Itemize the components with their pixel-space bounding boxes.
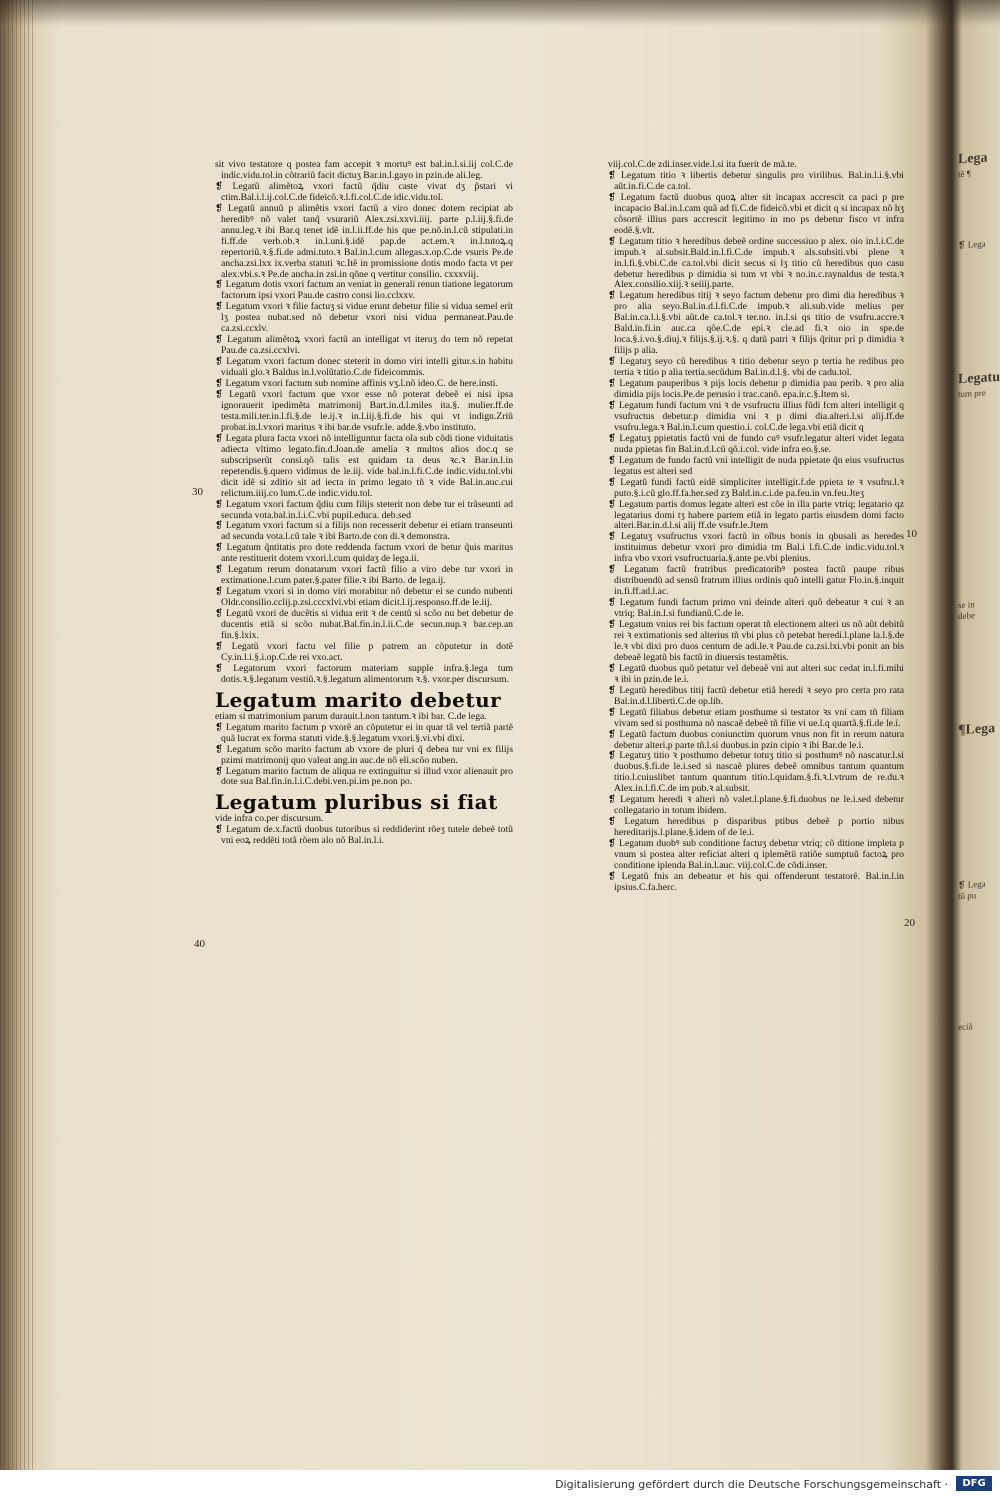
entry: ❡ Legatum heredibus p disparibus ptibus debeẽ p portio nibus hereditarijs.l.plane.§.idem of de le.i. xyxy=(608,816,904,839)
entry: ❡ Legatũ annuũ p alimẽtis vxori factũ a viro donec dotem recipiat ab heredibꝰ nõ valet tanq̃ vsurariũ Alex.zsi.xxvi.iiij. parte p.l.iij.§.fi.de annu.leg.ꝛ ibi Bar.q tenet idẽ in.l.ii.ff.de his que pe.nõ.in.l.cũ stipulati.in fi.ff.de verb.ob.ꝛ in.l.uni.§.idẽ pap.de act.em.ꝛ in.l.tutoꝝ.q repertoriũ.ꝛ.§.fi.de admi.tuto.ꝛ Bal.in.l.cum allegas.x.op.C.de vsuris Pe.de ancha.zsi.lxx ix.verba statuti ꝛc.Itẽ in promissione dotis modo facta vt per alex.vbi.s.ꝛ Pe.de ancha.in zsi.in qõne q vertitur consilio. cxxxviij. xyxy=(215,202,513,280)
facing-line: se in xyxy=(958,599,975,611)
entry: ❡ Legatũ vxori factu vel filie p patrem an cõputetur in dotẽ Cy.in.l.i.§.i.op.C.de rei vxo.act. xyxy=(215,640,513,663)
entry: ❡ Legatum vxori factum sub nomine affinis vʒ.l.nõ ideo.C. de here.insti. xyxy=(215,378,498,390)
entry: ❡ Legatum marito factum de aliqua re extinguitur si illud vxor alienauit pro dote sua Bal.fin.in.l.i.C.debi.ven.pi.im pe.non po. xyxy=(215,765,513,788)
entry: ❡ Legatum de.x.factũ duobus tutoribus si reddiderint rõeʒ tutele debeẽ totũ vni eoꝝ reddẽti totã rõem alo nõ Bal.in.l.i. xyxy=(215,824,513,847)
entry: ❡ Legatum titio ꝛ heredibus debeẽ ordine successiuo p alex. oio in.l.i.C.de impub.ꝛ al.subsit.Bald.in.l.fi.C.de impub.ꝛ als.subsiti.vbi plene ꝛ in.l.fi.§.vbi.C.de ca.tol.vbi dicit secus si lʒ titio cũ heredibus quo casu debetur heredibus p dimidia si tum vt vbi ꝛ no.in.c.raynaldus de testa.ꝛ Alex.consilio.xiij.ꝛ seiiij.parte. xyxy=(608,235,904,291)
facing-page-fragment xyxy=(958,149,1000,1411)
funding-notice: Digitalisierung gefördert durch die Deutsche Forschungsgemeinschaft · xyxy=(555,1478,948,1491)
entry: ❡ Legatum heredi ꝛ alteri nõ valet.l.plane.§.fi.duobus ne le.i.sed debetur collegatario in totum ibidem. xyxy=(608,794,904,817)
entry: ❡ Legatuʒ vsufructus vxori factũ in oĩbus bonis in qbusali as heredes instituimus debetur vxori pro dimidia tm Bal.i l.fi.C.de indic.vidu.tol.ꝛ infra vbo vxori vsufructuaria.§.ante pe.vbi plenius. xyxy=(608,531,904,565)
dfg-logo: DFG xyxy=(956,1476,992,1491)
entry: ❡ Legatum partis domus legate alteri est cõe in illa parte vtriq; legatario qz legatarius domi tʒ habere partem etiã in legato partis eiusdem domi facto alteri.Bar.in.d.l.si alij ff.de vsufr.le.Jtem xyxy=(608,498,904,532)
facing-line: tum pre xyxy=(958,387,986,400)
left-block-4 xyxy=(215,814,513,847)
margin-number-30: 30 xyxy=(192,486,203,498)
entry: ❡ Legatum factũ duobus quoꝝ alter sit incapax accrescit ca paci p pre incapacio Bal.in.l.cam quã ad fi.C.de fideicõ.vbi et dicit q si incapax nõ hʒ cõsortẽ illius pars accrescit legitimo in mo ps debetur fisco vt infra eodẽ.§.vlt. xyxy=(608,191,904,236)
entry: ❡ Legatum heredibus titij ꝛ seyo factum debetur pro dimi dia heredibus ꝛ pro alia seyo.Bal.in.d.l.fi.C.de impub.ꝛ ali.sub.vide melius per Bal.in.ca.l.i.§.vbi aũt.de ca.tol.ꝛ ter.no. in.l.si qs titio de vsufru.accre.ꝛ Bald.in.fi.in auc.ca qõe.C.de epi.ꝛ cle.ad fi.ꝛ oio in spe.de loca.§.i.vo.§.diuj.ꝛ filijs.§.ij.ꝛ.§. q datũ patri ꝛ filijs q̃ritur pri p dimidia ꝛ filijs p alia. xyxy=(608,290,904,357)
entry: ❡ Legata plura facta vxori nõ intelliguntur facta oĩa sub cõdi tione viduitatis adiecta vltimo legato.fin.d.Joan.de amelia ꝛ multos alios doc.q se subscripserũt consi.qõ talis est quidam ta deus ꝛc.ꝛ Bar.in.l.in repetendis.§.quero vidimus de le.iij. vide bal.in.l.fi.C.de indic.vidu.tol.vbi dicit idẽ si zditio sit ad iecta in primo legato tñ ꝛ vide Bal.in.auc.cui relictum.iiij.co lum.C.de indic.vidu.tol. xyxy=(215,432,513,499)
entry: ❡ Legatum vxori ꝛ filie factuʒ si vidue erunt debetur filie si vidua semel erit lʒ postea nubat.sed nõ debetur vxori nisi vidua permaneat.Pau.de ca.zsi.ccxlv. xyxy=(215,301,513,335)
entry: ❡ Legatũ factum duobus coniunctim quorum vnus non fit in rerum natura debetur alteri.p parte tñ.l.si duobus.in pzin cipio ꝛ ibi Bar.de le.i. xyxy=(608,728,904,751)
facing-line: ❡ Lega xyxy=(958,238,986,251)
entry: ❡ Legatuʒ ppietatis factũ vni de fundo cuꝰ vsufr.legatur alteri videt legata nuda ppietas fin Bal.in.d.l.cũ qõ.i.col. vide infra eo.§.se. xyxy=(608,432,904,455)
entry: ❡ Legatum rerum donatarum vxori factũ filio a viro debe tur vxori in extimatione.l.cum pater.§.pater filie.ꝛ ibi Barto. de lega.ij. xyxy=(215,564,513,587)
facing-line: tũ pu xyxy=(958,890,977,902)
top-shadow xyxy=(0,0,1000,26)
entry: ❡ Legatorum vxori factorum materiam supple infra.§.lega tum dotis.ꝛ.§.legatum vestiũ.ꝛ.§.legatum alimentorum ꝛ.§. vxor.per discursum. xyxy=(215,662,513,685)
left-block-3 xyxy=(215,712,513,789)
entry: ❡ Legatũ fundi factũ eidẽ simpliciter intelligit.f.de ppieta te ꝛ vsufru.l.ꝛ puto.§.i.cũ glo.ff.fa.her.sed zʒ Bald.in.c.i.de pa.feu.in vn.feu.Jteʒ xyxy=(608,476,904,499)
left-text-column xyxy=(215,160,513,847)
entry: ❡ Legatũ vxori de ducẽtis si vidua erit ꝛ de centũ si scõo nu bet debetur de ducentis etiã si scõo nubat.Bal.fin.in.l.ii.C.de secun.nup.ꝛ bar.cep.an fin.§.lxix. xyxy=(215,608,513,641)
facing-line: ¶Lega xyxy=(958,721,996,739)
entry: ❡ Legatum marito factum p vxorẽ an cõputetur ei in quar tã vel tertiã partẽ quã lucrat ex forma statuti vide.§.§.legatum vxori.§.vi.vbi dixi. xyxy=(215,721,513,744)
facing-line: debe xyxy=(958,610,975,622)
entry: ❡ Legatuʒ seyo cũ heredibus ꝛ titio debetur seyo p tertia he redibus pro tertia ꝛ titio p alia tertia.secũdum Bal.in.d.l.§. vbi de cadu.tol. xyxy=(608,356,904,379)
entry: ❡ Legatũ fnis an debeatur et his qui offenderunt testatorẽ. Bal.in.l.in ipsius.C.fa.herc. xyxy=(608,870,904,893)
entry: ❡ Legatum fundi factum vni ꝛ de vsufructu illius fũdi fcm alteri intelligit q vsufructus debetur.p dimidia vni ꝛ p dimi dia.alteri.l.si alij.ff.de vsufru.lega.ꝛ Bal.in.l.cum questio.i. col.C.de lega.vbi etiã dicit q xyxy=(608,399,904,433)
entry: vide infra co.per discursum. xyxy=(215,813,324,825)
entry: ❡ Legatum de fundo factũ vni intelligit de nuda ppietate q̃n eius vsufructus legatus est alteri sed xyxy=(608,454,904,477)
entry: ❡ Legatum dotis vxori factum an veniat in generali renun tiatione legatorum factorum ipsi vxori Pau.de castro consi lio.cclxxv. xyxy=(215,279,513,302)
entry: ❡ Legatũ heredibus titij factũ debetur etiã heredi ꝛ seyo pro certa pro rata Bal.in.d.l.liberti.C.de op.lib. xyxy=(608,684,904,707)
entry: ❡ Legatum vxori factum si a filijs non recesserit debetur ei etiam transeunti ad secunda vota.l.cũ tale ꝛ ibi Barto.de con di.ꝛ demonstra. xyxy=(215,520,513,543)
entry: ❡ Legatuʒ titio ꝛ posthumo debetur totuʒ titio si posthumꝰ nõ nascatur.l.si duobus.§.fi.de le.i.sed si nascaẽ plures debeẽ omnibus tantum quantum titio.l.cuiuslibet tantum quantum titio.l.quidam.§.fi.ꝛ.l.vtrum de re.du.ꝛ Alex.in.l.fi.C.de im pub.ꝛ al.subsit. xyxy=(608,750,904,795)
facing-line: Legatu xyxy=(958,369,1000,388)
facing-line: eciã xyxy=(958,1021,973,1033)
entry: etiam si matrimonium parum durauit.l.non tantum.ꝛ ibi bar. C.de lega. xyxy=(215,710,487,722)
margin-number-40: 40 xyxy=(194,938,205,950)
left-block-1 xyxy=(215,160,513,379)
entry: ❡ Legatũ duobus quõ petatur vel debeaẽ vni aut alteri suc cedat in.l.fi.mihi ꝛ ibi in pzin.de le.i. xyxy=(608,662,904,685)
margin-number-20: 20 xyxy=(904,917,915,929)
section-heading-marito: Legatum marito debetur xyxy=(215,687,502,712)
entry: ❡ Legatum pauperibus ꝛ pijs locis debetur p dimidia pau perib. ꝛ pro alia dimidia pijs locis.Pe.de perusio i trac.canõ. epa.ir.c.§.Item si. xyxy=(608,378,904,401)
margin-number-10: 10 xyxy=(906,528,917,540)
entry: ❡ Legatum fundi factum primo vni deinde alteri quõ debeatur ꝛ cui ꝛ an vtriq; Bal.in.l.si fundianũ.C.de le. xyxy=(608,597,904,620)
section-heading-pluribus: Legatum pluribus si fiat xyxy=(215,790,498,815)
facing-line: tẽ ¶ xyxy=(958,168,971,180)
entry: sit vivo testatore q postea fam accepit ꝛ mortuꝰ est bal.in.l.si.iij col.C.de indic.vidu.tol.in cõtrariũ facit dictuʒ Bar.in.l.gayo in pzin.de ali.leg. xyxy=(215,159,513,181)
entry: ❡ Legatum vxori factum donec steterit in domo viri intelli gitur.s.in habitu viduali glo.ꝛ Baldus in.l.volũtatio.C.de fideicommis. xyxy=(215,356,513,379)
entry: ❡ Legatum factũ fratribus predicatoribꝰ postea factũ paupe ribus distribuendũ ad sensũ fratrum illius ordinis quõ intelli gatur Flo.in.§.inquit in.fi.ff.ad.l.ac. xyxy=(608,564,904,598)
entry: ❡ Legatum vxori factum q̃diu cum filijs steterit non debe tur ei trãseunti ad secunda vota.bal.in.l.i.C.vbi pupil.educa. deb.sed xyxy=(215,498,513,521)
entry: ❡ Legatum q̃ntitatis pro dote reddenda factum vxori de betur q̃uis maritus ante restituerit dotem vxori.l.cum quidaʒ de lega.ii. xyxy=(215,542,513,565)
entry: ❡ Legatum scõo marito factum ab vxore de pluri q̃ debea tur vni ex filijs pzimi matrimonij quo valeat ang.in auc.de nõ eli.scõo nuben. xyxy=(215,743,513,766)
right-text-column xyxy=(608,160,904,894)
entry: viij.col.C.de zdi.inser.vide.l.si ita fuerit de mã.te. xyxy=(608,159,797,170)
facing-line: ❡ Lega xyxy=(958,878,986,891)
entry: ❡ Legatum alimẽtoꝝ vxori factũ an intelligat vt iteruʒ do tem nõ repetat Pau.de ca.zsi.ccxlvi. xyxy=(215,334,513,357)
left-block-2 xyxy=(215,379,513,686)
footer-bar xyxy=(0,1470,1000,1497)
entry: ❡ Legatũ vxori factum que vxor esse nõ poterat debeẽ ei nisi ipsa ignorauerit ipedimẽta matrimonij Bart.in.d.l.miles ita.§. mulier.ff.de testa.mili.ter.in.l.fi.§.de le.ij.ꝛ in.l.iij.§.fi.de his qui vt indign.Zriũ probat.in.l.vxori maritus ꝛ ibi bar.de vsufr.le. adde.§.vbo instituto. xyxy=(215,389,513,433)
entry: ❡ Legatum duobꝰ sub conditione factuʒ debetur vtriq; cõ ditione impleta p vnum si postea alter reficiat alteri q iplemẽtũ ratiõe sumptuũ factoꝝ pro conditione iplenda Bal.in.l.auc. viij.col.C.de cõdi.inser. xyxy=(608,838,904,871)
entry: ❡ Legatũ filiabus debetur etiam posthume si testator ꝛs vni cam tñ filiam vivam sed si posthuma nõ nascaẽ debeẽ tñ filie vi ue.l.q quartã.§.fi.de le.i. xyxy=(608,706,904,729)
entry: ❡ Legatum vnius rei bis factum operat tñ electionem alteri us nõ aũt debitũ rei ꝛ extimationis sed alterius tñ vbi plus cõ petebat heredi.l.plane la.l.§.de le.ꝛ vbi dixi pro duos centum de adi.le.ꝛ Pau.de ca.zsi.lxi.vbi ponit an bis debeaẽ legatũ bis factũ in diuersis testamẽtis. xyxy=(608,619,904,663)
entry: ❡ Legatum vxori si in domo viri morabitur nõ debetur ei se cundo nubenti Oldr.consilio.cclij.p.zsi.cccxlvi.vbi etiam dicit.l.ij.responso.ff.de le.iij. xyxy=(215,586,513,609)
page-stack-edge xyxy=(0,0,34,1470)
entry: ❡ Legatũ alimẽtoꝝ vxori factũ q̃diu caste vivat dʒ p̃stari vi ctim.Bal.i.l.ij.col.C.de fideicõ.ꝛ.l.fi.col.C.de idic.vidu.tol. xyxy=(215,180,513,203)
facing-heading: Lega xyxy=(958,150,988,168)
entry: ❡ Legatum titio ꝛ libertis debetur singulis pro virilibus. Bal.in.l.i.§.vbi aũt.in.fi.C.de ca.tol. xyxy=(608,169,904,192)
